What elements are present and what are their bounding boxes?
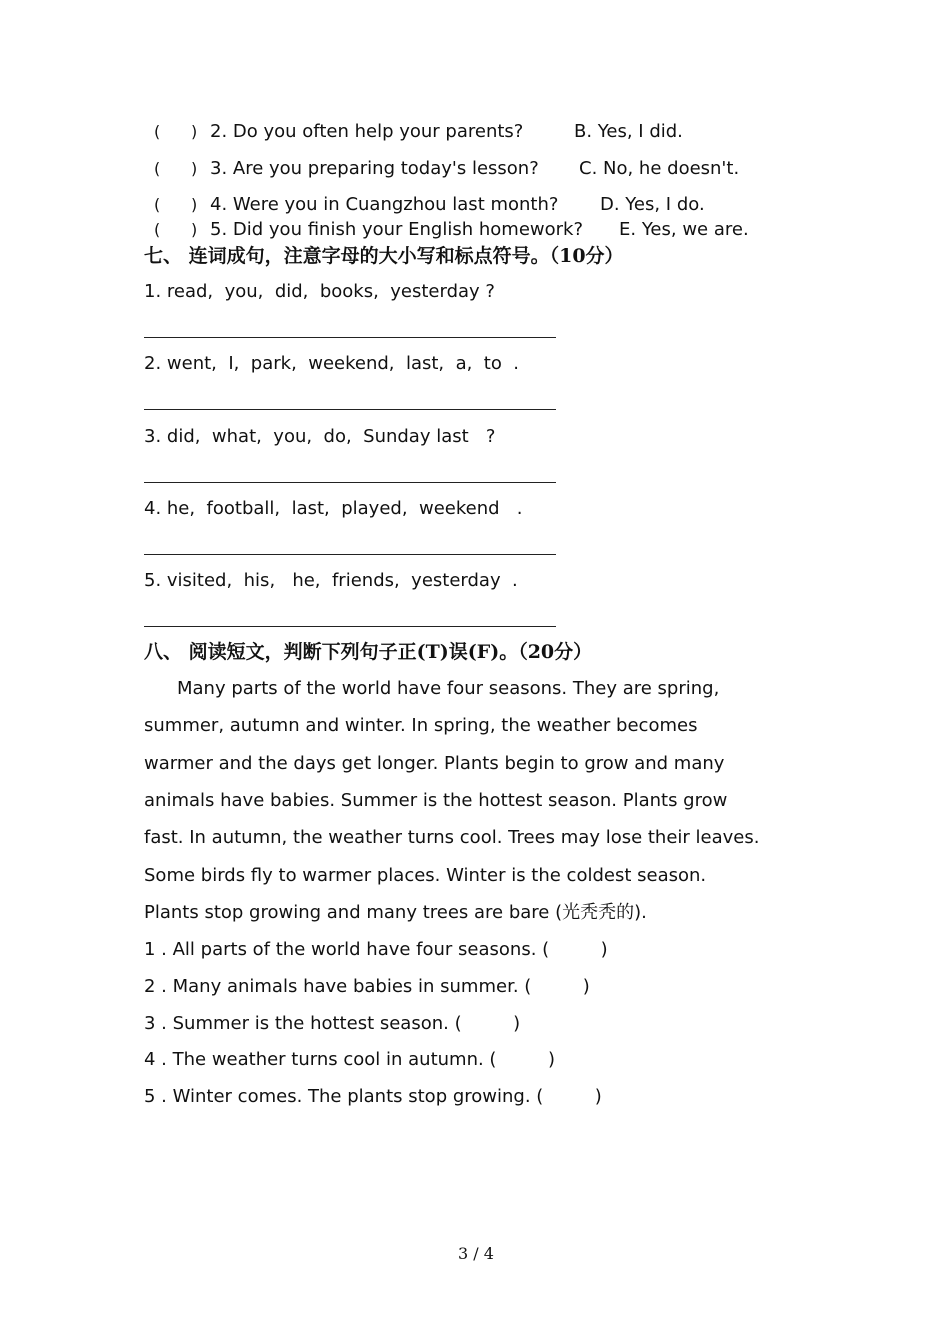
tf-question: 5 . Winter comes. The plants stop growing. ( ) <box>144 1086 602 1107</box>
word-order-item: 1. read, you, did, books, yesterday ? <box>144 281 495 302</box>
answer-paren-open: ( <box>154 159 161 178</box>
match-answer: D. Yes, I do. <box>600 194 705 215</box>
tf-question: 4 . The weather turns cool in autumn. ( ) <box>144 1049 555 1070</box>
word-order-item: 5. visited, his, he, friends, yesterday . <box>144 570 518 591</box>
answer-line <box>144 626 556 627</box>
answer-paren-open: ( <box>154 195 161 214</box>
tf-question: 3 . Summer is the hottest season. ( ) <box>144 1013 521 1034</box>
match-answer: C. No, he doesn't. <box>579 158 740 179</box>
answer-line <box>144 482 556 483</box>
answer-line <box>144 554 556 555</box>
match-answer: E. Yes, we are. <box>619 219 749 240</box>
passage-line: Many parts of the world have four seasons. They are spring, <box>177 678 720 699</box>
tf-question: 1 . All parts of the world have four seasons. ( ) <box>144 939 608 960</box>
answer-paren-close: ) <box>191 220 198 239</box>
page-number: 3 / 4 <box>458 1244 494 1263</box>
match-question: 4. Were you in Cuangzhou last month? <box>210 194 559 215</box>
answer-paren-close: ) <box>191 122 198 141</box>
word-order-item: 4. he, football, last, played, weekend . <box>144 498 523 519</box>
word-order-item: 3. did, what, you, do, Sunday last ? <box>144 426 496 447</box>
answer-paren-close: ) <box>191 159 198 178</box>
passage-line: animals have babies. Summer is the hottest season. Plants grow <box>144 790 728 811</box>
match-question: 5. Did you finish your English homework? <box>210 219 584 240</box>
passage-line: Some birds fly to warmer places. Winter is the coldest season. <box>144 865 707 886</box>
match-question: 3. Are you preparing today's lesson? <box>210 158 539 179</box>
passage-line: fast. In autumn, the weather turns cool. Trees may lose their leaves. <box>144 827 760 848</box>
passage-line: warmer and the days get longer. Plants begin to grow and many <box>144 753 725 774</box>
passage-line: Plants stop growing and many trees are bare (光秃秃的). <box>144 902 647 923</box>
section-7-title: 七、 连词成句，注意字母的大小写和标点符号。（10分） <box>144 245 624 267</box>
answer-line <box>144 409 556 410</box>
answer-paren-open: ( <box>154 122 161 141</box>
word-order-item: 2. went, I, park, weekend, last, a, to . <box>144 353 520 374</box>
match-question: 2. Do you often help your parents? <box>210 121 524 142</box>
answer-paren-close: ) <box>191 195 198 214</box>
tf-question: 2 . Many animals have babies in summer. ( ) <box>144 976 590 997</box>
passage-line: summer, autumn and winter. In spring, the weather becomes <box>144 715 698 736</box>
answer-line <box>144 337 556 338</box>
answer-paren-open: ( <box>154 220 161 239</box>
section-8-title: 八、 阅读短文，判断下列句子正(T)误(F)。（20分） <box>144 641 593 663</box>
match-answer: B. Yes, I did. <box>574 121 683 142</box>
